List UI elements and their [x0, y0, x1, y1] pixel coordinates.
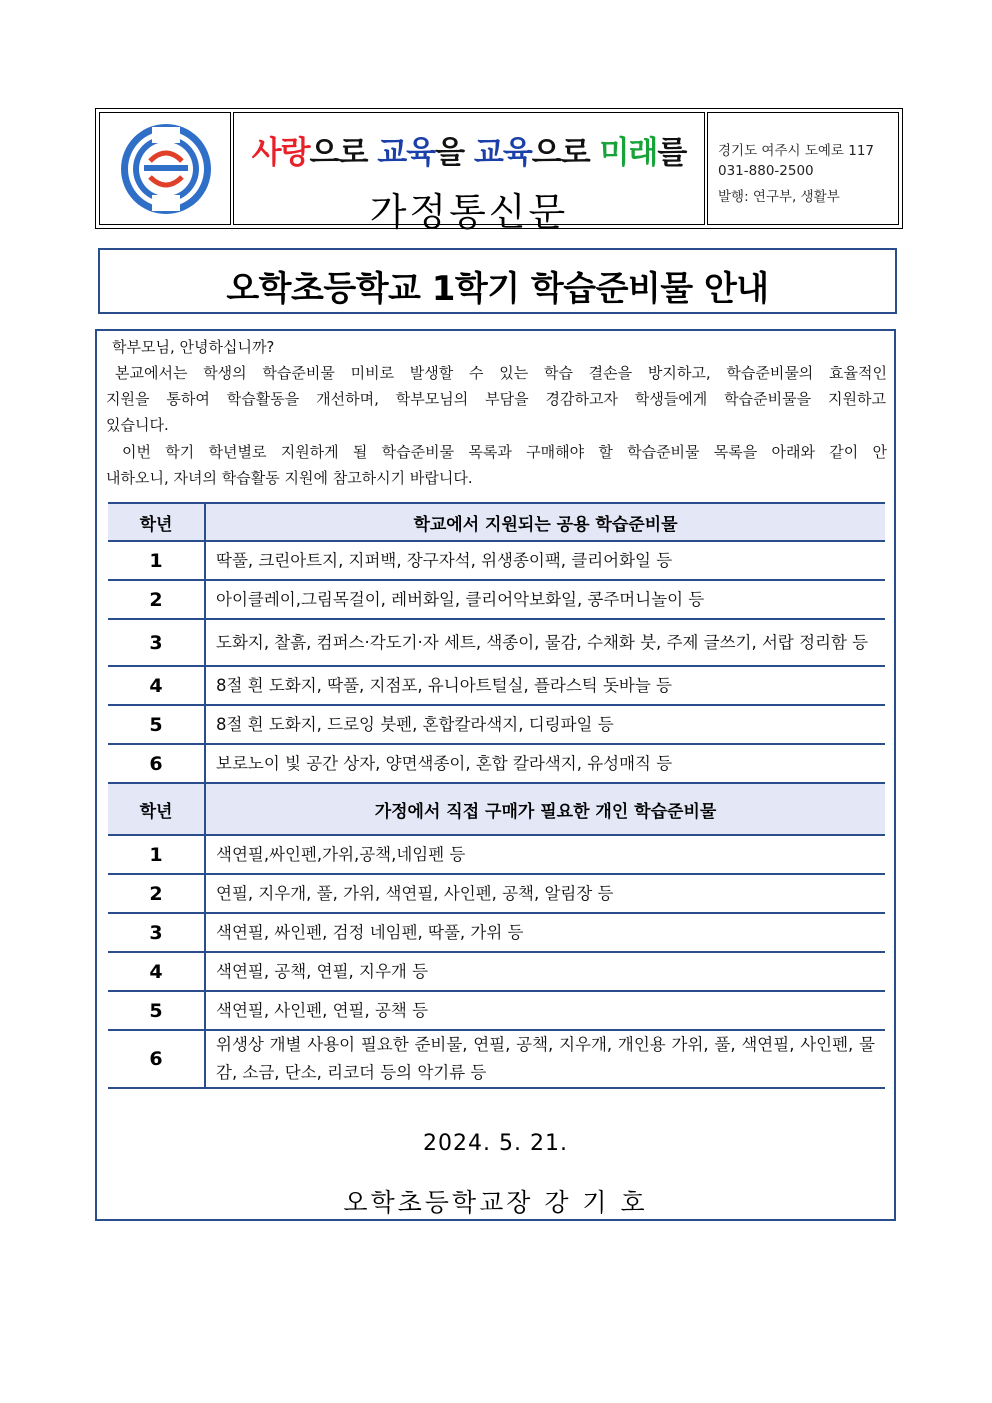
grade-cell: 3 [108, 619, 205, 666]
slogan-part: 교육 [473, 135, 532, 171]
grade-cell: 4 [108, 666, 205, 705]
school-emblem-icon [116, 121, 216, 217]
school-info-cell [707, 112, 899, 225]
items-cell: 색연필, 싸인펜, 검정 네임펜, 딱풀, 가위 등 [205, 913, 885, 952]
grade-cell: 6 [108, 1030, 205, 1088]
grade-header: 학년 [108, 503, 205, 541]
school-address: 경기도 여주시 도예로 117 [718, 143, 875, 159]
slogan-part: 교육 [377, 135, 436, 171]
grade-header: 학년 [108, 784, 205, 835]
table-row [108, 835, 885, 874]
principal-signature: 오학초등학교장 강 기 호 [343, 1188, 648, 1217]
table-row [108, 991, 885, 1030]
table-row [108, 666, 885, 705]
document-title: 오학초등학교 1학기 학습준비물 안내 [226, 269, 769, 309]
items-header: 학교에서 지원되는 공용 학습준비물 [205, 503, 885, 541]
grade-cell: 6 [108, 744, 205, 783]
items-cell: 도화지, 찰흙, 컴퍼스·각도기·자 세트, 색종이, 물감, 수채화 붓, 주제 글쓰기, 서랍 정리함 등 [205, 619, 885, 666]
grade-cell: 5 [108, 991, 205, 1030]
table-row [108, 913, 885, 952]
slogan-part: 으로 [309, 135, 378, 171]
logo-cell [99, 112, 231, 225]
main-content-box [95, 329, 896, 1221]
grade-cell: 1 [108, 541, 205, 580]
grade-cell: 3 [108, 913, 205, 952]
table-row [108, 1030, 885, 1088]
table-row [108, 619, 885, 666]
slogan-part: 미래 [599, 135, 658, 171]
intro-paragraph-1-line-3: 있습니다. [106, 416, 169, 434]
table-row [108, 952, 885, 991]
items-cell: 색연필, 공책, 연필, 지우개 등 [205, 952, 885, 991]
table-header-row [108, 784, 885, 835]
table-row [108, 705, 885, 744]
items-cell: 8절 흰 도화지, 드로잉 붓펜, 혼합칼라색지, 디링파일 등 [205, 705, 885, 744]
items-cell: 보로노이 빛 공간 상자, 양면색종이, 혼합 칼라색지, 유성매직 등 [205, 744, 885, 783]
items-cell: 위생상 개별 사용이 필요한 준비물, 연필, 공책, 지우개, 개인용 가위, 풀, 색연필, 사인펜, 물감, 소금, 단소, 리코더 등의 악기류 등 [205, 1030, 885, 1088]
greeting: 학부모님, 안녕하십니까? [112, 338, 275, 356]
items-cell: 딱풀, 크린아트지, 지퍼백, 장구자석, 위생종이팩, 클리어화일 등 [205, 541, 885, 580]
table-row [108, 541, 885, 580]
items-cell: 색연필, 사인펜, 연필, 공책 등 [205, 991, 885, 1030]
table-header-row [108, 503, 885, 541]
items-cell: 연필, 지우개, 풀, 가위, 색연필, 사인펜, 공책, 알림장 등 [205, 874, 885, 913]
table-row [108, 744, 885, 783]
grade-cell: 2 [108, 874, 205, 913]
slogan-part: 를 [657, 135, 687, 171]
newsletter-title: 가정통신문 [369, 190, 569, 234]
grade-cell: 5 [108, 705, 205, 744]
school-supplies-table [108, 502, 885, 784]
items-cell: 아이클레이,그림목걸이, 레버화일, 클리어악보화일, 콩주머니놀이 등 [205, 580, 885, 619]
newsletter-header [95, 108, 903, 234]
table-row [108, 580, 885, 619]
slogan-part: 으로 [531, 135, 600, 171]
home-supplies-table [108, 784, 885, 1089]
items-cell: 색연필,싸인펜,가위,공책,네임펜 등 [205, 835, 885, 874]
intro-paragraph-1-line-1: 본교에서는 학생의 학습준비물 미비로 발생할 수 있는 학습 결손을 방지하고, 학습준비물의 효율적인 [115, 364, 887, 382]
school-slogan [234, 127, 704, 172]
intro-paragraph-2-line-2: 내하오니, 자녀의 학습활동 지원에 참고하시기 바랍니다. [106, 469, 473, 487]
title-cell [233, 112, 705, 234]
slogan-part: 사랑 [251, 135, 310, 171]
grade-cell: 1 [108, 835, 205, 874]
items-cell: 8절 흰 도화지, 딱풀, 지점포, 유니아트털실, 플라스틱 돗바늘 등 [205, 666, 885, 705]
school-phone: 031-880-2500 [718, 163, 814, 179]
publisher: 발행: 연구부, 생활부 [718, 189, 840, 205]
table-row [108, 874, 885, 913]
intro-paragraph-1-line-2: 지원을 통하여 학습활동을 개선하며, 학부모님의 부담을 경감하고자 학생들에게 학습준비물을 지원하고 [106, 390, 886, 408]
grade-cell: 2 [108, 580, 205, 619]
intro-paragraph-2-line-1: 이번 학기 학년별로 지원하게 될 학습준비물 목록과 구매해야 할 학습준비물 목록을 아래와 같이 안 [122, 443, 887, 461]
slogan-part: 을 [435, 135, 474, 171]
grade-cell: 4 [108, 952, 205, 991]
document-title-box [98, 248, 897, 314]
issue-date: 2024. 5. 21. [423, 1131, 568, 1156]
items-header: 가정에서 직접 구매가 필요한 개인 학습준비물 [205, 784, 885, 835]
